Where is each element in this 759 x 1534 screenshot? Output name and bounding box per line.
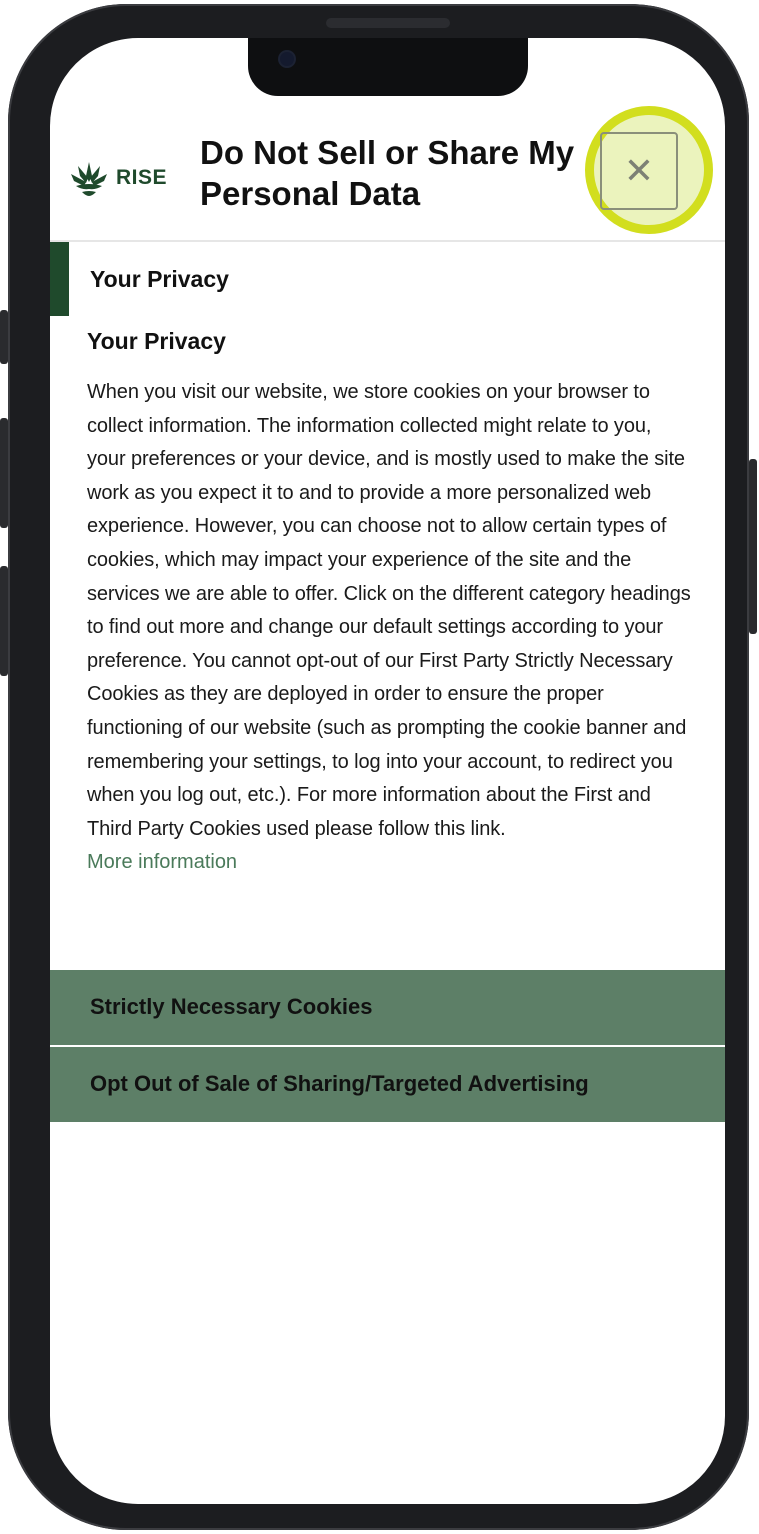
category-strictly-necessary[interactable] bbox=[50, 970, 725, 1045]
category-opt-out-sale-sharing[interactable] bbox=[50, 1047, 725, 1122]
power-button bbox=[749, 459, 757, 634]
category-label: Opt Out of Sale of Sharing/Targeted Advertising bbox=[90, 1071, 589, 1096]
section-title: Your Privacy bbox=[87, 328, 226, 354]
silent-switch bbox=[0, 310, 8, 364]
front-camera-icon bbox=[280, 52, 294, 66]
volume-up-button bbox=[0, 418, 8, 528]
logo-text: RISE bbox=[116, 166, 168, 189]
volume-down-button bbox=[0, 566, 8, 676]
leaf-icon bbox=[68, 156, 110, 200]
page-title: Do Not Sell or Share My Personal Data bbox=[200, 134, 575, 212]
section-body: When you visit our website, we store cookies on your browser to collect information. The information collected might relate to you, your preferences or your device, and is mostly used to make the site work as you expect it to and to provide a more personalized web experience. However, you can choose not to allow certain types of cookies, which may impact your experience of the site and the services we are able to offer. Click on the different category headings to find out more and change our default settings according to your preference. You cannot opt-out of our First Party Strictly Necessary Cookies as they are deployed in order to ensure the proper functioning of our website (such as prompting the cookie banner and remembering your settings, to log into your account, to redirect you when you log out, etc.). For more information about the First and Third Party Cookies used please follow this link. bbox=[87, 381, 691, 840]
category-label: Strictly Necessary Cookies bbox=[90, 994, 373, 1019]
tab-label: Your Privacy bbox=[90, 266, 229, 292]
speaker-grille bbox=[326, 18, 450, 28]
notch bbox=[248, 38, 528, 96]
phone-frame bbox=[8, 4, 749, 1530]
phone-screen bbox=[50, 38, 725, 1504]
close-button[interactable] bbox=[600, 132, 678, 210]
privacy-content bbox=[87, 326, 692, 878]
tab-your-privacy[interactable] bbox=[50, 242, 725, 316]
close-icon: ✕ bbox=[623, 150, 655, 191]
more-information-link[interactable]: More information bbox=[87, 851, 238, 874]
brand-logo bbox=[68, 156, 167, 200]
active-tab-indicator bbox=[50, 242, 69, 316]
